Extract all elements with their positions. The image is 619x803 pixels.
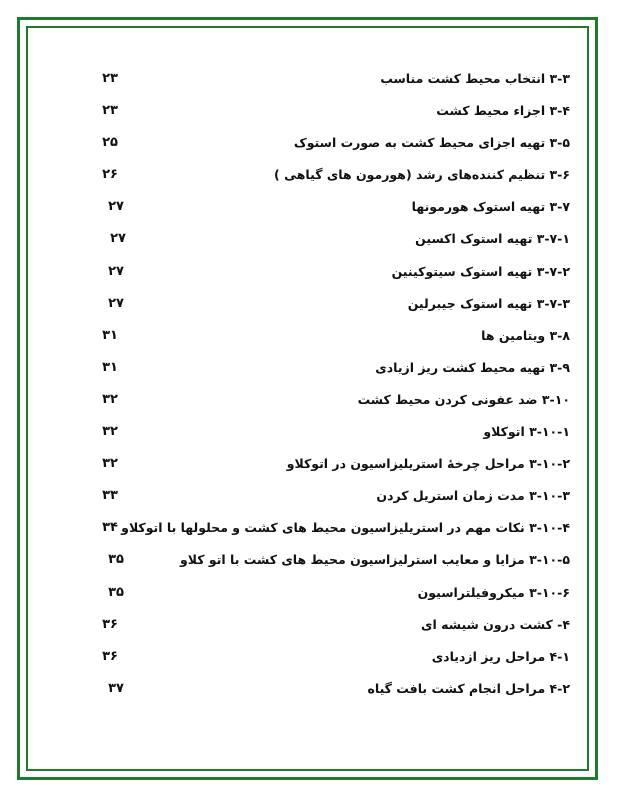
toc-row[interactable] (60, 481, 580, 513)
toc-entry-title: ۳-۶ تنظیم کننده‌های رشد (هورمون های گیاهی ) (274, 167, 570, 183)
toc-entry-page-number: ۳۴ (102, 520, 118, 536)
toc-entry-title: ۳-۱۰-۱ اتوکلاو (483, 424, 570, 440)
toc-row[interactable] (60, 289, 580, 321)
toc-entry-title: ۳-۷ تهیه استوک هورمونها (411, 199, 570, 215)
toc-entry-page-number: ۳۱ (102, 359, 118, 375)
toc-entry-title: ۴-۲ مراحل انجام کشت بافت گیاه (367, 680, 570, 696)
toc-entry-page-number: ۳۵ (108, 552, 124, 568)
toc-row[interactable] (60, 128, 580, 160)
toc-entry-title: ۳-۱۰-۳ مدت زمان استریل کردن (376, 488, 570, 504)
toc-entry-title: ۳-۱۰-۴ نکات مهم در استریلیزاسیون محیط های کشت و محلولها با اتوکلاو (121, 520, 570, 536)
table-of-contents (60, 64, 580, 706)
toc-row[interactable] (60, 192, 580, 224)
toc-entry-title: ۳-۵ تهیه اجزای محیط کشت به صورت استوک (293, 135, 570, 151)
toc-row[interactable] (60, 257, 580, 289)
toc-row[interactable] (60, 513, 580, 545)
toc-row[interactable] (60, 578, 580, 610)
toc-entry-title: ۳-۱۰-۶ میکروفیلتراسیون (417, 584, 570, 600)
toc-entry-page-number: ۲۷ (108, 295, 124, 311)
toc-entry-title: ۳-۳ انتخاب محیط کشت مناسب (380, 71, 570, 86)
toc-entry-title: ۳-۷-۱ تهیه استوک اکسین (415, 231, 570, 247)
toc-entry-page-number: ۳۶ (102, 648, 118, 664)
toc-row[interactable] (60, 385, 580, 417)
toc-entry-title: ۳-۱۰-۵ مزایا و معایب استرلیزاسیون محیط های کشت با اتو کلاو (179, 552, 570, 568)
toc-entry-title: ۳-۷-۲ تهیه استوک سیتوکینین (391, 263, 570, 279)
toc-row[interactable] (60, 96, 580, 128)
toc-row[interactable] (60, 160, 580, 192)
toc-entry-title: ۴- کشت درون شیشه ای (421, 616, 570, 632)
toc-entry-page-number: ۳۳ (102, 488, 118, 504)
toc-row[interactable] (60, 610, 580, 642)
toc-entry-title: ۳-۹ تهیه محیط کشت ریز ازیادی (375, 359, 570, 375)
toc-row[interactable] (60, 321, 580, 353)
toc-row[interactable] (60, 545, 580, 577)
toc-row[interactable] (60, 224, 580, 256)
toc-entry-page-number: ۳۲ (102, 391, 118, 407)
toc-entry-page-number: ۲۶ (102, 167, 118, 183)
toc-row[interactable] (60, 449, 580, 481)
toc-entry-page-number: ۲۷ (110, 231, 126, 247)
toc-entry-title: ۳-۸ ویتامین ها (481, 327, 570, 343)
toc-entry-title: ۴-۱ مراحل ریز ازدیادی (431, 648, 570, 664)
toc-entry-page-number: ۲۷ (108, 199, 124, 215)
toc-entry-page-number: ۳۵ (108, 584, 124, 600)
toc-entry-page-number: ۲۵ (102, 135, 118, 151)
toc-entry-title: ۳-۴ اجزاء محیط کشت (436, 103, 570, 119)
toc-row[interactable] (60, 64, 580, 96)
toc-entry-page-number: ۳۲ (102, 456, 118, 472)
toc-entry-title: ۳-۱۰ ضد عفونی کردن محیط کشت (357, 391, 570, 407)
toc-row[interactable] (60, 642, 580, 674)
toc-entry-title: ۳-۱۰-۲ مراحل چرخهٔ استریلیزاسیون در اتوکلاو (286, 456, 570, 472)
toc-entry-page-number: ۲۷ (108, 263, 124, 279)
toc-row[interactable] (60, 417, 580, 449)
toc-entry-page-number: ۲۳ (102, 71, 118, 86)
toc-entry-page-number: ۲۳ (102, 103, 118, 119)
toc-row[interactable] (60, 353, 580, 385)
toc-row[interactable] (60, 674, 580, 706)
toc-entry-page-number: ۳۶ (102, 616, 118, 632)
toc-entry-title: ۳-۷-۳ تهیه استوک جیبرلین (407, 295, 570, 311)
toc-entry-page-number: ۳۱ (102, 327, 118, 343)
toc-entry-page-number: ۳۲ (102, 424, 118, 440)
toc-entry-page-number: ۳۷ (108, 680, 124, 696)
